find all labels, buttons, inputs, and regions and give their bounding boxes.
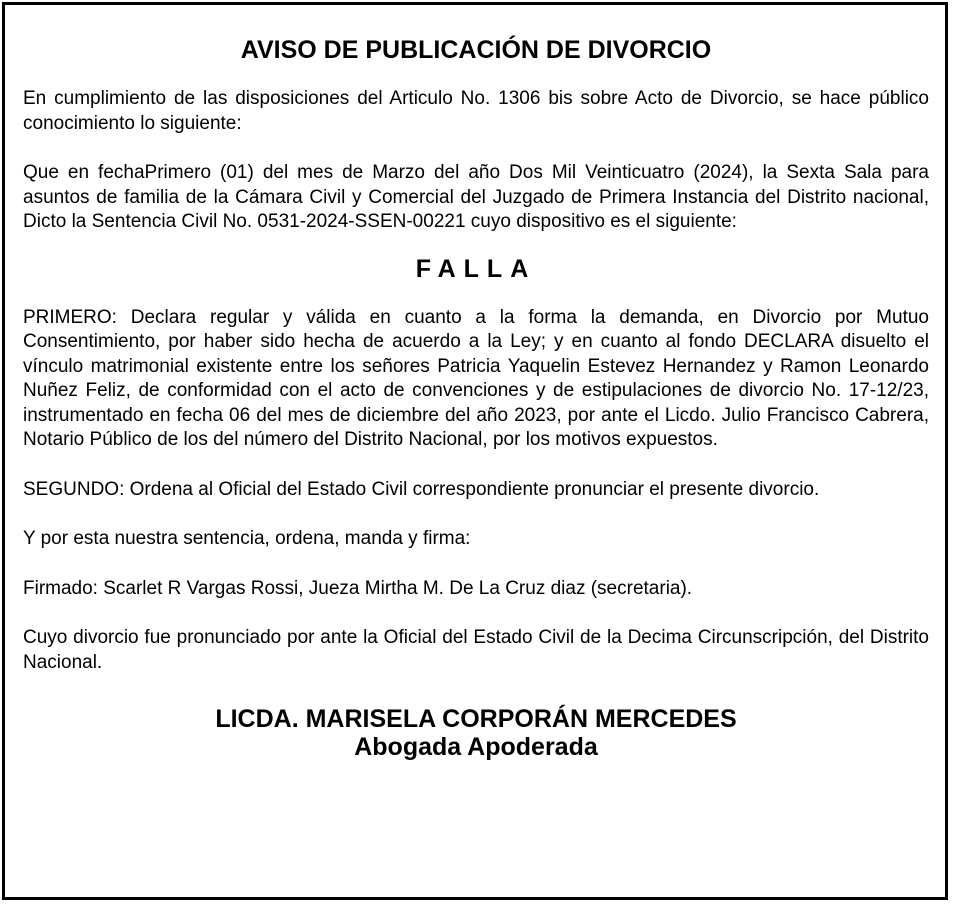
falla-heading	[23, 254, 929, 284]
signature-role: Abogada Apoderada	[354, 733, 598, 761]
falla-heading-text: FALLA	[415, 254, 537, 283]
notice-title: AVISO DE PUBLICACIÓN DE DIVORCIO	[240, 36, 712, 64]
segundo-paragraph: SEGUNDO: Ordena al Oficial del Estado Civil correspondiente pronunciar el presente divorcio.	[23, 478, 820, 500]
signature-block	[23, 705, 929, 761]
primero-paragraph: PRIMERO: Declara regular y válida en cuanto a la forma la demanda, en Divorcio por Mutuo Consentimiento, por haber sido hecha de acuerdo a la Ley; y en cuanto al fondo DECLARA disuelto el vínculo matrimonial existente entre los señores Patricia Yaquelin Estevez Hernandez y Ramon Leonardo Nuñez Feliz, de conformidad con el acto de convenciones y de estipulaciones de divorcio No. 17-12/23, instrumentado en fecha 06 del mes de diciembre del año 2023, por ante el Licdo. Julio Francisco Cabrera, Notario Público de los del número del Distrito Nacional, por los motivos expuestos.	[23, 306, 929, 450]
firmado-paragraph: Firmado: Scarlet R Vargas Rossi, Jueza Mirtha M. De La Cruz diaz (secretaria).	[23, 577, 693, 599]
pronunciado-paragraph: Cuyo divorcio fue pronunciado por ante la Oficial del Estado Civil de la Decima Circunscripción, del Distrito Nacional.	[23, 627, 929, 673]
notice-body	[23, 35, 929, 761]
signature-name: LICDA. MARISELA CORPORÁN MERCEDES	[215, 705, 737, 733]
ordena-paragraph: Y por esta nuestra sentencia, ordena, manda y firma:	[23, 528, 471, 549]
intro-paragraph: En cumplimiento de las disposiciones del Articulo No. 1306 bis sobre Acto de Divorcio, se hace público conocimiento lo siguiente:	[23, 88, 929, 134]
statement-paragraph: Que en fechaPrimero (01) del mes de Marzo del año Dos Mil Veinticuatro (2024), la Sexta Sala para asuntos de familia de la Cámara Civil y Comercial del Juzgado de Primera Instancia del Distrito nacional, Dicto la Sentencia Civil No. 0531-2024-SSEN-00221 cuyo dispositivo es el siguiente:	[23, 162, 929, 232]
notice-border	[2, 2, 948, 900]
